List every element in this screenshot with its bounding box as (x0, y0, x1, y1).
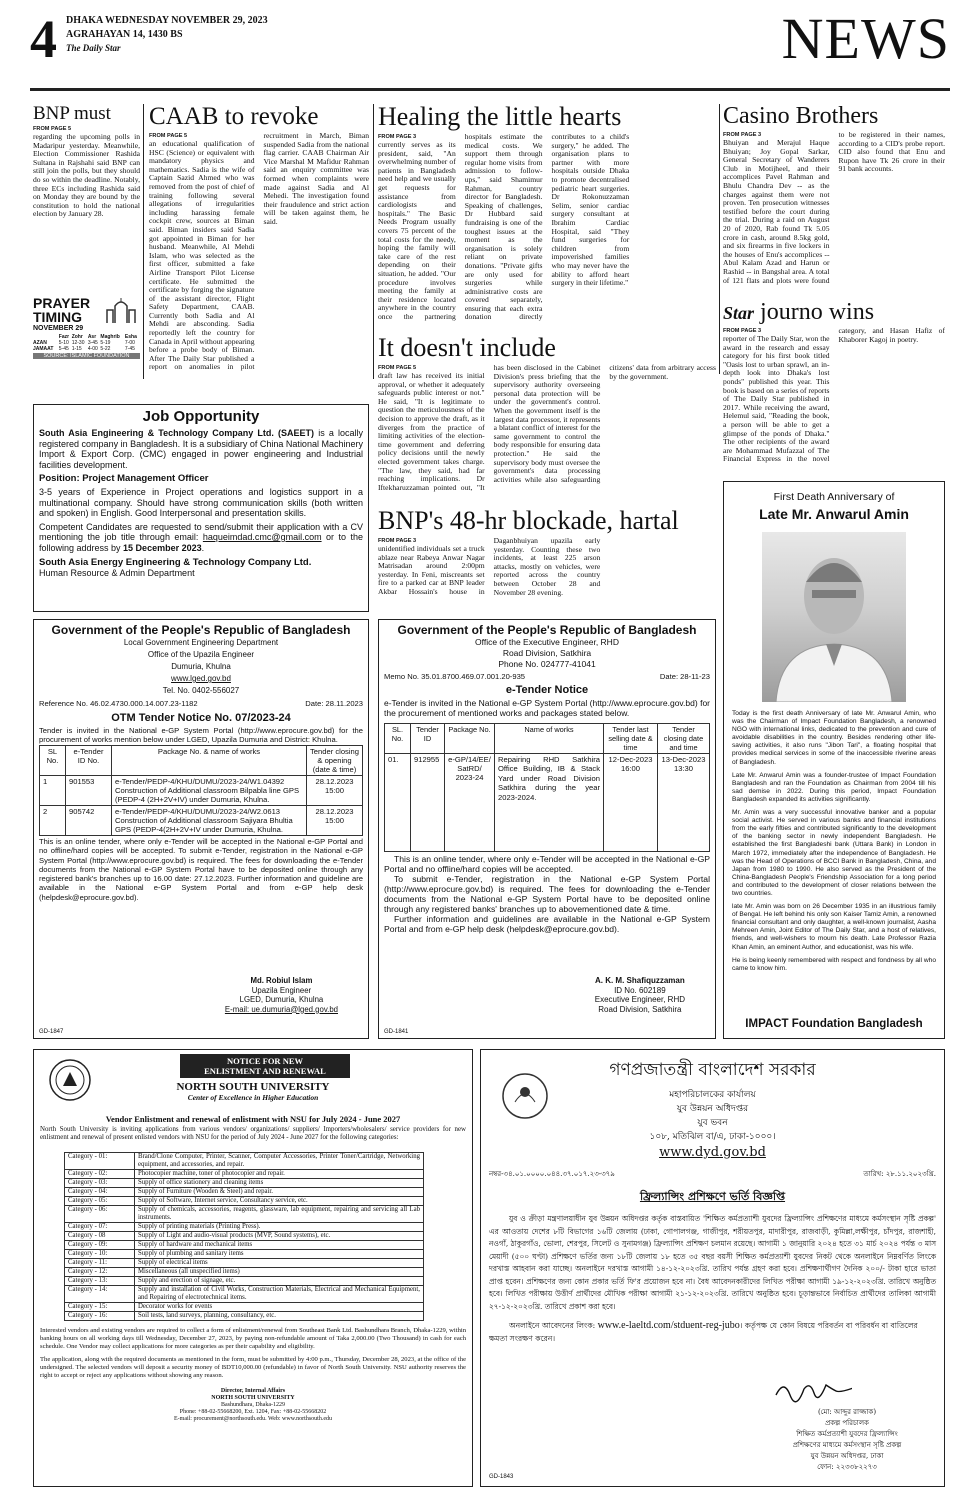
masthead (30, 10, 950, 95)
gov-emblem-icon (501, 1072, 549, 1120)
notice-intro: Tender is invited in the National e-GP System Portal (http://www.eprocure.gov.bd) for the procurement of works mention below under LGED, Upazila Dumuria and District: Khulna. (39, 726, 363, 744)
table-row: 1 901553 e-Tender/PEDP-4/KHU/DUMU/2023-24/W1.04392 Construction of Additional classroom Bilpabla line GPS (PEDP-4 (2H+2V+IV) under Dumuria, Khulna. 28.12.2023 15:00 (40, 776, 363, 806)
star-logo: Star (723, 303, 755, 323)
category-row: Category - 07: Supply of printing materials (Printing Press). (65, 1223, 424, 1232)
headline: It doesn't include (378, 335, 556, 362)
category-row: Category - 09: Supply of hardware and mechanical items (65, 1241, 424, 1250)
notice-body: যুব ও ক্রীড়া মন্ত্রণালয়াধীন যুব উন্নয়ন অধিদপ্তর কর্তৃক বাস্তবায়িত 'শিক্ষিত কর্মপ্রত্যাশী যুবদের ফ্রিল্যান্সিং প্রশিক্ষণের মাধ্যমে কর্মসংস্থান সৃষ্টি প্রকল্প' এর আওতায় দেশের ৮টি বিভাগের ১৬টি জেলায় (ঢাকা, গোপালগঞ্জ, গাজীপুর, শরীয়তপুর, মাদারীপুর, রাজবাড়ী, কুমিল্লা,লক্ষীপুর, চাঁদপুর, রাজশাহী, নওগাঁ, ঠাকুরগাঁও, ভোলা, শেরপুর, সিলেট ও সুনামগঞ্জ) ফ্রিল্যান্সিং প্রশিক্ষণ চলমান রয়েছে। আগামী ১ জানুয়ারি ২০২৪ হতে ৩১ মার্চ ২০২৪ পর্যন্ত ৩ মাস মেয়াদী (৫০০ ঘণ্টা) প্রশিক্ষণে ভর্তির জন্য ১৮টি জেলায় ১৮ হতে ৩৫ বছর বয়সী শিক্ষিত কর্মপ্রত্যাশী যুবদের নিকট থেকে অনলাইনে নিম্নবর্ণিত লিংকে দরখাস্ত আহবান করা যাচ্ছে। অনলাইনে দরখাস্ত আগামী ১৪-১২-২০২৩খ্রি. তারিখ পর্যন্ত গ্রহণ করা হবে। প্রশিক্ষণার্থীগণ দৈনিক ২০০/- টাকা হারে ভাতা প্রাপ্ত হবেন। প্রশিক্ষণের জন্য কোন প্রকার ভর্তি ফি'র প্রয়োজন হবে না। বৈধ আবেদনকারীদের লিখিত পরীক্ষা আগামী ১৯-১২-২০২৩খ্রি. তারিখে অনুষ্ঠিত হবে। লিখিত পরীক্ষায় উত্তীর্ণ প্রার্থীদের মৌখিক পরীক্ষা আগামী ২১-১২-২০২৩খ্রি. তারিখে অনুষ্ঠিত হবে। চূড়ান্তভাবে নির্বাচিত প্রার্থীদের তালিকা আগামী ২৭-১২-২০২৩খ্রি. তারিখে প্রকাশ করা হবে। (489, 1214, 936, 1311)
memo-no: নম্বর-৩৪.০১.০০০০.০৪৪.৩৭.০১৭.২৩-৩৭৯ (489, 1170, 615, 1178)
category-row: Category - 11: Supply of electrical items (65, 1259, 424, 1268)
article-body: draft law has received its initial approval, or whether it adequately safeguards public interest or not." He said, "It is legitimate to question the meticulousness of the decision to approve the draft, as it diverges from the practice of limiting activities of the election-time government and deferring policy decisions until the newly elected government takes charge. "The law, they said, had far reaching implications. Dr Iftekharuzzaman pointed out, "It has been disclosed in the Cabinet Division's press briefing that the supervisory authority overseeing personal data protection will be under the government's control. When the government itself is the largest data processor, it represents a blatant conflict of interest for the same government to control the body responsible for ensuring data protection." He said the supervisory body must oversee the government's data processing activities while also safeguarding citizens' data from arbitrary access by the government. (378, 363, 716, 492)
notice-intro: e-Tender is invited in the National e-GP System Portal (http://www.eprocure.gov.bd) for the procurement of mentioned works and packages stated below. (384, 698, 710, 718)
headline: Healing the little hearts (378, 104, 622, 131)
from-page: FROM PAGE 3 (723, 132, 762, 138)
obituary-footer: IMPACT Foundation Bangladesh (745, 1018, 923, 1030)
tender-table: SL. No. Tender ID Package No. Name of works Tender last selling date & time Tender closing date and time 01. 912955 e-GP/14/EE/ SatRD/ 2023-24 Repairing RHD Satkhira Office Building, IB & Stack Yard under Road Division Satkhira during the year 2023-2024. 12-Dec-2023 16:00 13-Dec-2023 13:30 (384, 723, 710, 852)
ad-title: Job Opportunity (142, 408, 260, 425)
company-footer: South Asia Energy Engineering & Technology Company Ltd. (39, 557, 312, 568)
table-row: 01. 912955 e-GP/14/EE/ SatRD/ 2023-24 Repairing RHD Satkhira Office Building, IB & Stack Yard under Road Division Satkhira during the year 2023-2024. 12-Dec-2023 16:00 13-Dec-2023 13:30 (385, 753, 710, 851)
portrait-photo (762, 532, 906, 702)
notice-para: The application, along with the required documents as mentioned in the form, must be submitted by 4:00 p.m., Thursday, December 28, 2023, at the office of the undersigned. The selected vendors will deposit a security money of BDT10,000.00 (refundable) in favor of North South University. NSU authority reserves the right to accept or reject any applications without showing any reason. (40, 1356, 466, 1379)
mosque-icon (103, 296, 139, 324)
signature-icon (772, 1377, 852, 1405)
article-body: unidentified individuals set a truck ablaze near Rabeya Anwar Nagar Matrisadan around 2:00pm yesterday. In Feni, miscreants set fire to a parked car at BNP leader Akbar Hossain's house in Daganbhuiyan upazila early yesterday. Counting these two incidents, at least 225 arson attacks, mostly on vehicles, were reported across the country between October 28 and November 28 evening. (378, 536, 601, 597)
article-bnp-must (33, 104, 140, 294)
category-row: Category - 06: Supply of chemicals, accessories, reagents, glassware, lab equipment, repairing and servicing all Lab instruments. (65, 1206, 424, 1223)
from-page: FROM PAGE 3 (378, 134, 417, 140)
website-link[interactable]: www.dyd.gov.bd (659, 1145, 766, 1160)
article-star-journo (723, 300, 945, 470)
article-body: Bhuiyan and Merajul Haque Bhuiyan; Joy Gopal Sarkar, General Secretary of Wanderers Club in Motijheel, and their accomplices Pavel Rahman and Bhulu Chandra Dev -- as the charges against them were not proven. Ten prosecution witnesses testified before the court during the trial. During a raid on August 20 of 2020, Rab found Tk 5.05 crore in cash, around 8.5kg gold, and six firearms in five lockers in the houses of Enu's accomplices -- Abul Kalam Azad and Harun or Rashid -- in Bangshal area. A total of 121 flats and plots were found to be registered in their names, according to a CID's probe report. CID also found that Enu and Rupon have Tk 26 crore in their 91 bank accounts. (723, 130, 945, 285)
nsu-vendor-notice: NOTICE FOR NEW ENLISTMENT AND RENEWAL NORTH SOUTH UNIVERSITY Center of Excellence in Higher Education Vendor Enlistment and renewal of enlistment with NSU for July 2024 - June 2027 North South University is inviting applications from various vendors/ organizations/ suppliers/ Importers/wholesalers/ service providers for new enlistment and renewal of present enlisted vendors with NSU for the period of July 2024 - June 2027 for the following categories: Category - 01: Brand/Clone Computer, Printer, Scanner, Computer Accessories, Printer Toner/Cartridge, Networking equipment, and accessories, and repair. Category - 02: Photocopier machine, toner of photocopier and repair. Category - 03: Supply of office stationery and cleaning items Category - 04: Supply of Furniture (Wooden & Steel) and repair. Category - 05: Supply of Software, Internet service, Consultancy service, etc. Category - 06: Supply of chemicals, accessories, reagents, glassware, lab equipment, repairing and servicing all Lab instruments. Category - 07: Supply of printing materials (Printing Press). Category - 08 Supply of Light and audio-visual products (MVP, Sound systems), etc. Category - 09: Supply of hardware and mechanical items Category - 10: Supply of plumbing and sanitary items Category - 11: Supply of electrical items Category - 12: Miscellaneous (all unspecified items) Category - 13: Supply and erection of signage, etc. Category - 14: Supply and installation of Civil Works, Construction Materials, Electrical and Mechanical Equipment, and Repairing of electrotechnical items. Category - 15: Decorator works for events Category - 16: Soil tests, land surveys, planning, consultancy, etc. Interested vendors and existing vendors are required to collect a form of enlistment/renewal from Southeast Bank Ltd. Bashundhara Branch, Dhaka-1229, within banking hours on all working days till Wednesday, December 27, 2023, by paying non-refundable amount of Taka 2,000.00 (Two Thousand) in cash for each schedule. One Vendor may collect applications for more categories as per their capability and eligibility. The application, along with the required documents as mentioned in the form, must be submitted by 4:00 p.m., Thursday, December 28, 2023, at the office of the undersigned. The selected vendors will deposit a security money of BDT10,000.00 (refundable) in favor of North South University. NSU authority reserves the right to accept or reject any applications without showing any reason. Director, Internal Affairs NORTH SOUTH UNIVERSITY Bashundhara, Dhaka-1229 Phone: +88-02-55668200, Ext. 1204, Fax: +88-02-55668202 E-mail: procurement@northsouth.edu. Web: www.northsouth.edu (33, 1049, 473, 1487)
prayer-title: PRAYER TIMING (33, 296, 91, 325)
category-row: Category - 08 Supply of Light and audio-visual products (MVP, Sound systems), etc. (65, 1232, 424, 1241)
prayer-row-azan: AZAN 5-10 12-30 3-45 5-19 7-00 (33, 340, 135, 346)
dyd-freelancing-notice: গণপ্রজাতন্ত্রী বাংলাদেশ সরকার মহাপরিচালকের কার্যালয় যুব উন্নয়ন অধিদপ্তর যুব ভবন ১০৮, মতিঝিল বা/এ, ঢাকা-১০০০। www.dyd.gov.bd নম্বর-৩৪.০১.০০০০.০৪৪.৩৭.০১৭.২৩-৩৭৯ তারিখ: ২৮.১১.২০২৩খ্রি. ফ্রিল্যান্সিং প্রশিক্ষণে ভর্তি বিজ্ঞপ্তি যুব ও ক্রীড়া মন্ত্রণালয়াধীন যুব উন্নয়ন অধিদপ্তর কর্তৃক বাস্তবায়িত 'শিক্ষিত কর্মপ্রত্যাশী যুবদের ফ্রিল্যান্সিং প্রশিক্ষণের মাধ্যমে কর্মসংস্থান সৃষ্টি প্রকল্প' এর আওতায় দেশের ৮টি বিভাগের ১৬টি জেলায় (ঢাকা, গোপালগঞ্জ, গাজীপুর, শরীয়তপুর, মাদারীপুর, রাজবাড়ী, কুমিল্লা,লক্ষীপুর, চাঁদপুর, রাজশাহী, নওগাঁ, ঠাকুরগাঁও, ভোলা, শেরপুর, সিলেট ও সুনামগঞ্জ) ফ্রিল্যান্সিং প্রশিক্ষণ চলমান রয়েছে। আগামী ১ জানুয়ারি ২০২৪ হতে ৩১ মার্চ ২০২৪ পর্যন্ত ৩ মাস মেয়াদী (৫০০ ঘণ্টা) প্রশিক্ষণে ভর্তির জন্য ১৮টি জেলায় ১৮ হতে ৩৫ বছর বয়সী শিক্ষিত কর্মপ্রত্যাশী যুবদের নিকট থেকে অনলাইনে নিম্নবর্ণিত লিংকে দরখাস্ত আহবান করা যাচ্ছে। অনলাইনে দরখাস্ত আগামী ১৪-১২-২০২৩খ্রি. তারিখ পর্যন্ত গ্রহণ করা হবে। প্রশিক্ষণার্থীগণ দৈনিক ২০০/- টাকা হারে ভাতা প্রাপ্ত হবেন। প্রশিক্ষণের জন্য কোন প্রকার ভর্তি ফি'র প্রয়োজন হবে না। বৈধ আবেদনকারীদের লিখিত পরীক্ষা আগামী ১৯-১২-২০২৩খ্রি. তারিখে অনুষ্ঠিত হবে। লিখিত পরীক্ষায় উত্তীর্ণ প্রার্থীদের মৌখিক পরীক্ষা আগামী ২১-১২-২০২৩খ্রি. তারিখে অনুষ্ঠিত হবে। চূড়ান্তভাবে নির্বাচিত প্রার্থীদের তালিকা আগামী ২৭-১২-২০২৩খ্রি. তারিখে প্রকাশ করা হবে। অনলাইনে আবেদনের লিংক: www.e-laeltd.com/stduent-reg-jubo। কর্তৃপক্ষ যে কোন বিষয়ে পরিবর্তন বা পরিবর্ধন বা বাতিলের ক্ষমতা সংরক্ষণ করেন। (মো: আব্দুর রাজ্জাক) প্রকল্প পরিচালক শিক্ষিত কর্মপ্রত্যাশী যুবদের ফ্রিল্যান্সিং প্রশিক্ষণের মাধ্যমে কর্মসংস্থান সৃষ্টি প্রকল্প যুব উন্নয়ন অধিদপ্তর, ঢাকা ফোন: ২২৩৩৮২২৭৩ GD-1843 (480, 1049, 945, 1487)
category-table (64, 1152, 424, 1321)
category-row: Category - 02: Photocopier machine, toner of photocopier and repair. (65, 1170, 424, 1179)
notice-footer: This is an online tender, where only e-Tender will be accepted in the National e-GP Portal and no offline/hard copies will be accepted. To submit e-Tender, registration in the National e-GP System Portal (http://www.eprocure.gov.bd) is required. The fees for downloading the e-Tender documents from the National e-GP System Portal have to be deposited online through any registered banks' branches up to abovementioned date & time. Further information and guidelines are available in the National e-GP System Portal and from e-GP help desk (helpdesk@eprocure.gov.bd). (384, 853, 710, 934)
notice-title: ফ্রিল্যান্সিং প্রশিক্ষণে ভর্তি বিজ্ঞপ্তি (639, 1190, 786, 1203)
bangla-date: AGRAHAYAN 14, 1430 BS (66, 29, 183, 40)
masthead-rule (30, 88, 950, 91)
article-body: currently serves as its president, said, "An overwhelming number of patients in Bangladesh need help and we usually get requests for assistance from cardiologists and hospitals." The Basic Needs Program usually covers 75 percent of the total costs for the needy, hoping the family will take care of the rest depending on their situation, he added. "Our procedure involves meeting the family at their residence located anywhere in the country once the partnering hospitals estimate the medical costs. We support them through regular home visits from admission to follow-ups," said Shamimur Rahman, country director for Bangladesh. Speaking of challenges, Dr Hubbard said fundraising is one of the toughest issues at the moment as the organisation is solely reliant on private donations. "Private gifts are only used for surgeries while administrative costs are covered separately, ensuring that each extra donation directly contributes to a child's surgery," he added. The organisation plans to partner with more hospitals outside Dhaka to promote decentralised pediatric heart surgeries. Dr Rokonuzzaman Selim, senior cardiac surgery consultant at Ibrahim Cardiac Hospital, said "They fund surgeries for children from impoverished families who may never have the ability to afford heart surgery in their lifetime." (378, 132, 630, 322)
prayer-source: SOURCE: ISLAMIC FOUNDATION (33, 353, 140, 359)
section-title: NEWS (781, 10, 950, 68)
table-row: 2 905742 e-Tender/PEDP-4/KHU/DUMU/2023-24/W2.0613 Construction of Additional classroom Sajiyara Bhultia GPS (PEDP-4(2H+2V+IV under Dumuria, Khulna. 28.12.2023 15:00 (40, 806, 363, 836)
paper-name: The Daily Star (66, 43, 121, 53)
notice-banner: NOTICE FOR NEW ENLISTMENT AND RENEWAL (180, 1054, 350, 1078)
obituary-text: Today is the first death Anniversary of late Mr. Anwarul Amin, who was the Chairman of Impact Foundation Bangladesh, a renowned NGO with international links, dedicated to the prevention and cure of avoidable disabilities in the country. Besides rendering other life-saving activities, it also runs "Jibon Tari", a floating hospital that provides medical services in some of the inaccessible riverine areas of Bangladesh. Late Mr. Anwarul Amin was a founder-trustee of Impact Foundation Bangladesh and ran the Foundation as Chairman from 2004 till his sad demise in 2022. During this period, Impact Foundation Bangladesh expanded its activities significantly. Mr. Amin was a very successful innovative banker and a popular social activist. He served in various banks and financial institutions from the early fifties and contributed significantly to the development of the banking sector in newly independent Bangladesh. He established the first Bangladeshi bank (Uttara Bank) in London in March 1972, immediately after the independence of Bangladesh. He was the Head of Operations of BCCI Bank in Bangladesh, China, and Japan from 1980 to 1990. He also served as the President of the China-Bangladesh People's Friendship Association for a long period and contributed to the development of closer relations between the two countries. late Mr. Amin was born on 26 December 1935 in an illustrious family of Bengal. He left behind his only son Kaiser Tamiz Amin, a renowned financial consultant and only daughter, a well-known journalist, Aasha Mehreen Amin, Joint Editor of The Daily Star, and a host of relatives, friends, and well-wishers to mourn his death. Late Professor Razia Khan Amin, an eminent Author, and educationist, was his wife. He is being keenly remembered with respect and fondness by all who came to know him. (732, 710, 936, 972)
prayer-row-jamaat: JAMAAT 5-45 1-15 4-00 5-22 7-45 (33, 346, 135, 352)
headline: CAAB to revoke (149, 104, 319, 130)
from-page: FROM PAGE 3 (378, 538, 417, 544)
from-page: FROM PAGE 5 (149, 133, 188, 139)
article-blockade (378, 508, 716, 602)
category-row: Category - 15: Decorator works for events (65, 1303, 424, 1312)
notice-date: Date: 28-11-23 (659, 672, 710, 681)
article-caab (149, 104, 369, 379)
department: Human Resource & Admin Department (39, 568, 195, 578)
ad-code: GD-1847 (39, 1029, 64, 1035)
col-divider (719, 104, 720, 374)
category-row: Category - 03: Supply of office stationery and cleaning items (65, 1179, 424, 1188)
signature-block: (মো: আব্দুর রাজ্জাক) প্রকল্প পরিচালক শিক্ষিত কর্মপ্রত্যাশী যুবদের ফ্রিল্যান্সিং প্রশিক্ষণের মাধ্যমে কর্মসংস্থান সৃষ্টি প্রকল্প যুব উন্নয়ন অধিদপ্তর, ঢাকা ফোন: ২২৩৩৮২২৭৩ (792, 1408, 902, 1471)
category-row: Category - 13: Supply and erection of signage, etc. (65, 1277, 424, 1286)
page-number: 4 (30, 12, 57, 66)
notice-title: OTM Tender Notice No. 07/2023-24 (111, 712, 291, 724)
headline: BNP must (33, 104, 111, 124)
category-row: Category - 14: Supply and installation of Civil Works, Construction Materials, Electrical and Mechanical Equipment, and Repairing of electrotechnical items. (65, 1286, 424, 1303)
nsu-logo-icon (48, 1058, 92, 1102)
job-opportunity-ad: Job Opportunity South Asia Engineering & Technology Company Ltd. (SAEET) is a locally registered company in Bangladesh. It is a subsidiary of China National Machinery Import & Export Corp. (CMC) engaged in power engineering and Industrial facilities development. Position: Project Management Officer 3-5 years of Experience in Project operations and logistics support in a multinational company. Should have strong communication skills (both written and spoken) in English. Good Interpersonal and presentation skills. Competent Candidates are requested to send/submit their application with a CV mentioning the job title through email: haqueimdad.cmc@gmail.com or to the following address by 15 December 2023. South Asia Energy Engineering & Technology Company Ltd. Human Resource & Admin Department (33, 404, 369, 612)
requirements: 3-5 years of Experience in Project operations and logistics support in a multinational company. Should have strong communication skills (both written and spoken) in English. Good Interpersonal and presentation skills. (39, 487, 363, 518)
prayer-timing (33, 296, 140, 378)
dateline: DHAKA WEDNESDAY NOVEMBER 29, 2023 (66, 15, 268, 26)
ad-code: GD-1841 (384, 1029, 409, 1035)
company-name: South Asia Engineering & Technology Company Ltd. (SAEET) (39, 428, 315, 438)
prayer-date: NOVEMBER 29 (33, 325, 84, 332)
article-healing (378, 104, 716, 329)
headline: BNP's 48-hr blockade, hartal (378, 508, 679, 535)
article-body: reporter of The Daily Star, won the award in the research and essay category for his first book titled "Oasis lost to urban sprawl, an in-depth look into Dhaka's lost ponds" published this year. This book is based on a series of reports of The Daily Star published in 2017. While receiving the award, Helemul said, "Reading the book, a person will be able to get a glimpse of the ponds of Dhaka." The other recipients of the award are Mohammad Mufazzal of The Financial Express in the novel category, and Hasan Hafiz of Khaborer Kagoj in poetry. (723, 326, 945, 464)
lged-tender-notice: Government of the People's Republic of Bangladesh Local Government Engineering Department Office of the Upazila Engineer Dumuria, Khulna www.lged.gov.bd Tel. No. 0402-556027 Reference No. 46.02.4730.000.14.007.23-1182 Date: 28.11.2023 OTM Tender Notice No. 07/2023-24 Tender is invited in the National e-GP System Portal (http://www.eprocure.gov.bd) for the procurement of works mention below under LGED, Upazila Dumuria and District: Khulna. SL No. e-Tender ID No. Package No. & name of works Tender closing & opening (date & time) 1 901553 e-Tender/PEDP-4/KHU/DUMU/2023-24/W1.04392 Construction of Additional classroom Bilpabla line GPS (PEDP-4 (2H+2V+IV) under Dumuria, Khulna. 28.12.2023 15:00 2 905742 e-Tender/PEDP-4/KHU/DUMU/2023-24/W2.0613 Construction of Additional classroom Sajiyara Bhultia GPS (PEDP-4(2H+2V+IV under Dumuria, Khulna. 28.12.2023 15:00 This is an online tender, where only e-Tender will be accepted in the National e-GP Portal and no offline/hard copies will be accepted. To submit e-Tender, registration in the National e-GP System Portal (http://www.eprocure.gov.bd) is required. The fees for downloading the e-Tender documents from the National e-GP System Portal have to be deposited online through any registered bank's branches up to 16.00 date: 27.12.2023. Further information and guideline are available in the National e-GP System Portal and from e-GP help desk (helpdesk@eprocure.gov.bd). Md. Robiul Islam Upazila Engineer LGED, Dumuria, Khulna E-mail: ue.dumuria@lged.gov.bd GD-1847 (33, 619, 369, 1039)
gov-title: Government of the People's Republic of Bangladesh (51, 623, 351, 637)
headline: Casino Brothers (723, 104, 879, 129)
article-casino (723, 104, 945, 300)
col-divider (373, 104, 374, 379)
signature-block: Director, Internal Affairs NORTH SOUTH UNIVERSITY Bashundhara, Dhaka-1229 Phone: +88-02-55668200, Ext. 1204, Fax: +88-02-55668202 E-mail: procurement@northsouth.edu. Web: www.northsouth.edu (173, 1387, 332, 1422)
notice-title: e-Tender Notice (505, 684, 589, 696)
notice-date: তারিখ: ২৮.১১.২০২৩খ্রি. (863, 1170, 936, 1178)
notice-footer: This is an online tender, where only e-Tender will be accepted in the National e-GP Portal and no offline/hard copies will be accepted. To submit e-Tender, registration in the National e-GP System Portal (http://www.eprocure.gov.bd) is required. The fees for downloading the e-Tender documents from the National e-GP System Portal have to be deposited online through any registered bank's branches up to 16.00 date: 27.12.2023. Further information and guideline are available in the National e-GP System Portal and from e-GP help desk (helpdesk@eprocure.gov.bd). (39, 837, 363, 902)
signature-block: A. K. M. Shafiquzzaman ID No. 602189 Executive Engineer, RHD Road Division, Satkhira (594, 976, 685, 1014)
category-row: Category - 05: Supply of Software, Internet service, Consultancy service, etc. (65, 1197, 424, 1206)
rhd-tender-notice: Government of the People's Republic of Bangladesh Office of the Executive Engineer, RHD Road Division, Satkhira Phone No. 024777-41041 Memo No. 35.01.8700.469.07.001.20-935 Date: 28-11-23 e-Tender Notice e-Tender is invited in the National e-GP System Portal (http://www.eprocure.gov.bd) for the procurement of mentioned works and packages stated below. SL. No. Tender ID Package No. Name of works Tender last selling date & time Tender closing date and time 01. 912955 e-GP/14/EE/ SatRD/ 2023-24 Repairing RHD Satkhira Office Building, IB & Stack Yard under Road Division Satkhira during the year 2023-2024. 12-Dec-2023 16:00 13-Dec-2023 13:30 This is an online tender, where only e-Tender will be accepted in the National e-GP Portal and no offline/hard copies will be accepted. To submit e-Tender, registration in the National e-GP System Portal (http://www.eprocure.gov.bd) is required. The fees for downloading the e-Tender documents from the National e-GP System Portal have to be deposited online through any registered banks' branches up to abovementioned date & time. Further information and guidelines are available in the National e-GP System Portal and from e-GP help desk (helpdesk@eprocure.gov.bd). A. K. M. Shafiquzzaman ID No. 602189 Executive Engineer, RHD Road Division, Satkhira GD-1841 (378, 619, 716, 1039)
category-row: Category - 01: Brand/Clone Computer, Printer, Scanner, Computer Accessories, Printer Toner/Cartridge, Networking equipment, and accessories, and repair. (65, 1153, 424, 1170)
col-divider (143, 104, 144, 379)
prayer-table: Fazr Zohr Asr Maghrib Esha AZAN 5-10 12-30 3-45 5-19 7-00 JAMAAT 5-45 1-15 4-00 5-22 7-45 (33, 334, 140, 352)
article-body: regarding the upcoming polls in Madaripur yesterday. Meanwhile, Election Commissioner Rashida Sultana in Rajshahi said BNP can still join the polls, but they should do so within the deadline. Notably, three ECs including Rashida said on Monday they are bound by the constitution to hold the national election by January 28. (33, 132, 140, 219)
headline: Star journo wins (723, 300, 875, 325)
email-link[interactable]: haqueimdad.cmc@gmail.com (202, 532, 322, 542)
category-row: Category - 04: Supply of Furniture (Wooden & Steel) and repair. (65, 1188, 424, 1197)
tender-table: SL No. e-Tender ID No. Package No. & name of works Tender closing & opening (date & time) 1 901553 e-Tender/PEDP-4/KHU/DUMU/2023-24/W1.04392 Construction of Additional classroom Bilpabla line GPS (PEDP-4 (2H+2V+IV) under Dumuria, Khulna. 28.12.2023 15:00 2 905742 e-Tender/PEDP-4/KHU/DUMU/2023-24/W2.0613 Construction of Additional classroom Sajiyara Bhultia GPS (PEDP-4(2H+2V+IV under Dumuria, Khulna. 28.12.2023 15:00 (39, 745, 363, 836)
article-doesnt-include (378, 335, 716, 505)
notice-title: Vendor Enlistment and renewal of enlistment with NSU for July 2024 - June 2027 (105, 1114, 401, 1124)
from-page: FROM PAGE 5 (378, 365, 417, 371)
ad-code: GD-1843 (489, 1474, 514, 1480)
from-page: FROM PAGE 3 (723, 328, 762, 334)
notice-para: Interested vendors and existing vendors are required to collect a form of enlistment/renewal from Southeast Bank Ltd. Bashundhara Branch, Dhaka-1229, within banking hours on all working days till Wednesday, December 27, 2023, by paying non-refundable amount of Taka 2,000.00 (Two Thousand) in cash for each schedule. One Vendor may collect applications for more categories as per their capability and eligibility. (40, 1327, 466, 1350)
obituary-ad: First Death Anniversary of Late Mr. Anwarul Amin Today is the first death Anniversary of late Mr. Anwarul Amin, who was the Chairman of Impact Foundation Bangladesh, a renowned NGO with international links, dedicated to the prevention and cure of avoidable disabilities in the country. Besides rendering other life-saving activities, it also runs "Jibon Tari", a floating hospital that provides medical services in some of the inaccessible riverine areas of Bangladesh. Late Mr. Anwarul Amin was a founder-trustee of Impact Foundation Bangladesh and ran the Foundation as Chairman from 2004 till his sad demise in 2022. During this period, Impact Foundation Bangladesh expanded its activities significantly. Mr. Amin was a very successful innovative banker and a popular social activist. He served in various banks and financial institutions from the early fifties and contributed significantly to the development of the banking sector in newly independent Bangladesh. He established the first Bangladeshi bank (Uttara Bank) in London in March 1972, immediately after the independence of Bangladesh. He was the Head of Operations of BCCI Bank in Bangladesh, China, and Japan from 1980 to 1990. He also served as the President of the China-Bangladesh People's Friendship Association for a long period and contributed to the development of closer relations between the two countries. late Mr. Amin was born on 26 December 1935 in an illustrious family of Bengal. He left behind his only son Kaiser Tamiz Amin, a renowned financial consultant and only daughter, a well-known journalist, Aasha Mehreen Amin, Joint Editor of The Daily Star, and a host of relatives, friends, and well-wishers to mourn his death. Late Professor Razia Khan Amin, an eminent Author, and educationist, was his wife. He is being keenly remembered with respect and fondness by all who came to know him. IMPACT Foundation Bangladesh (723, 481, 945, 1039)
position: Position: Project Management Officer (39, 473, 209, 484)
article-body: an educational qualification of HSC (Science) or equivalent with mandatory physics and mathematics. Sadia is the wife of Captain Sazid Ahmed who was removed from the post of chief of training following several allegations of irregularities including harassing female cockpit crew, sources at Biman said. Biman insiders said Sadia got appointed in Biman for her husband. Meanwhile, Al Mehdi Islam, who was selected as the first officer, submitted a fake Airline Transport Pilot License certificate. He submitted the certificate by forging the signature of the assistant director, Flight Safety Department, CAAB. Currently both Sadia and Al Mehdi are absconding. Sadia reportedly left the country for Canada in April without appearing before a probe body of Biman. After The Daily Star published a report on anomalies in pilot recruitment in March, Biman suspended Sadia from the national flag carrier. CAAB Chairman Air Vice Marshal M Mafidur Rahman said an enquiry committee was formed when complaints were made against Sadia and Al Mehedi. The investigation found their fraudulence and strict action will be taken against them, he said. (149, 131, 369, 372)
notice-date: Date: 28.11.2023 (305, 699, 363, 708)
from-page: FROM PAGE 5 (33, 126, 72, 132)
obituary-name: Late Mr. Anwarul Amin (759, 506, 909, 522)
gov-title: গণপ্রজাতন্ত্রী বাংলাদেশ সরকার (609, 1060, 816, 1080)
gov-title: Government of the People's Republic of Bangladesh (397, 623, 697, 637)
category-row: Category - 12: Miscellaneous (all unspecified items) (65, 1268, 424, 1277)
reference-no: Reference No. 46.02.4730.000.14.007.23-1182 (39, 699, 198, 708)
category-row: Category - 10: Supply of plumbing and sanitary items (65, 1250, 424, 1259)
website-link[interactable]: www.lged.gov.bd (171, 674, 231, 683)
application-link[interactable]: www.e-laeltd.com/stduent-reg-jubo (597, 1320, 740, 1331)
university-name: NORTH SOUTH UNIVERSITY (176, 1081, 330, 1093)
signature-block: Md. Robiul Islam Upazila Engineer LGED, Dumuria, Khulna E-mail: ue.dumuria@lged.gov.bd (224, 976, 338, 1014)
memo-no: Memo No. 35.01.8700.469.07.001.20-935 (384, 672, 526, 681)
category-row: Category - 16: Soil tests, land surveys, planning, consultancy, etc. (65, 1312, 424, 1321)
